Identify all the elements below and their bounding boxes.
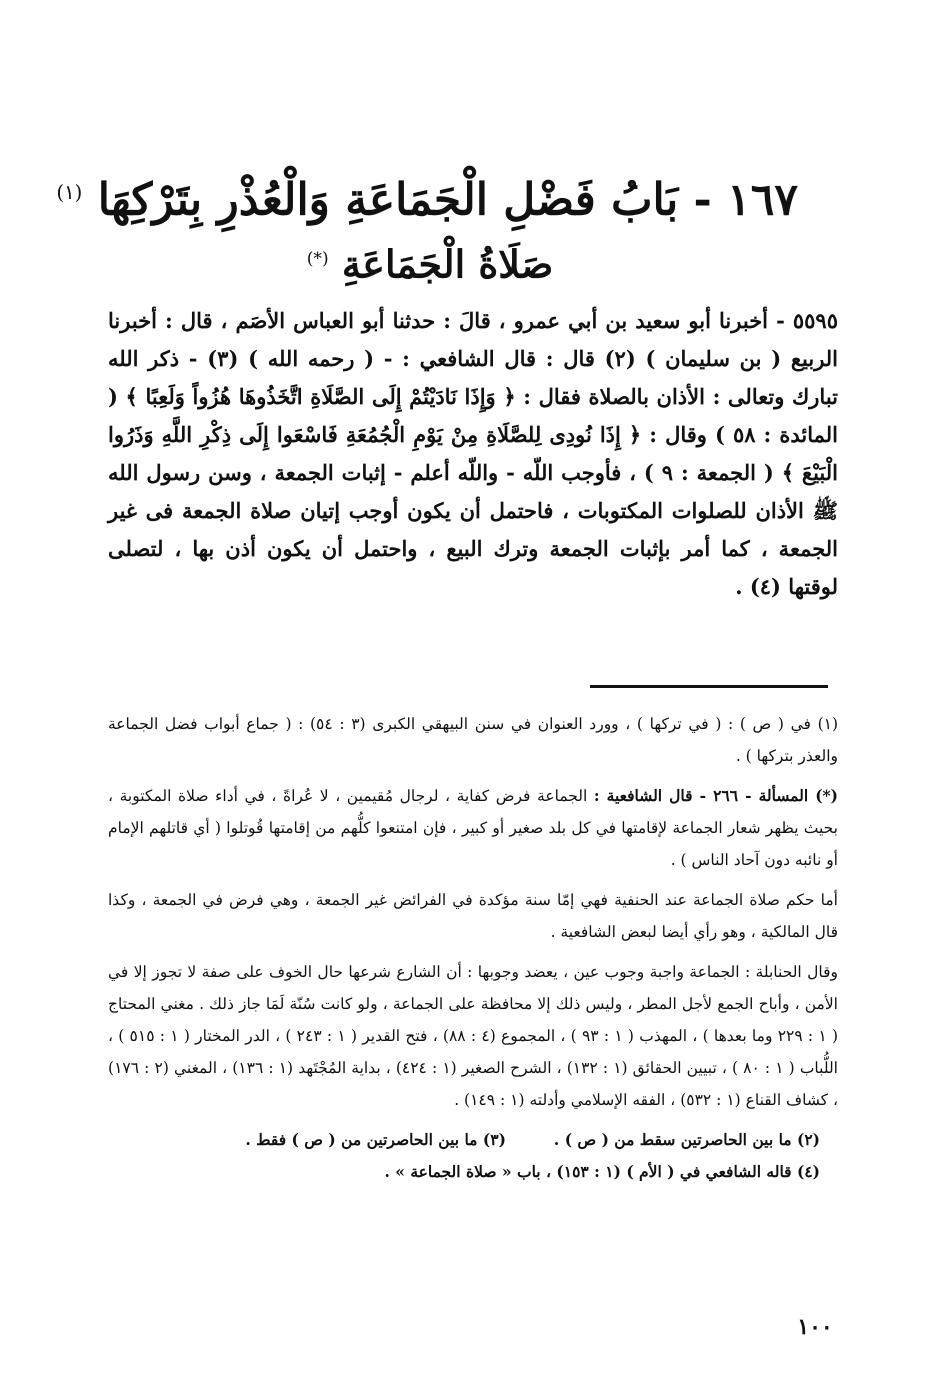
footnote-separator: [590, 685, 828, 688]
footnote-2: (٢) ما بين الحاصرتين سقط من ( ص ) .: [553, 1130, 820, 1149]
footnote-1: (١) في ( ص ) : ( في تركها ) ، وورد العنوان في سنن البيهقي الكبرى (٣ : ٥٤) : ( جماع أبواب فضل الجماعة والعذر بتركها ) .: [108, 715, 839, 765]
footnote-4: (٤) قاله الشافعي في ( الأم ) (١ : ١٥٣) ، باب « صلاة الجماعة » .: [384, 1162, 820, 1181]
footnote-pair-row: [108, 1124, 820, 1156]
chapter-title-text: ١٦٧ - بَابُ فَضْلِ الْجَمَاعَةِ وَالْعُذْرِ بِتَرْكِهَا: [97, 174, 798, 226]
footnote-star-label: (*) المسألة - ٢٦٦ - قال الشافعية :: [593, 786, 838, 805]
footnote-star-text: الجماعة فرض كفاية ، لرجال مُقيمين ، لا عُراةً ، في أداء صلاة المكتوبة ، بحيث يظهر شعار الجماعة لإقامتها في كل بلد صغير أو كبير ، فإن امتنعوا كلُّهم من إقامتها قُوتلوا ( أي قاتلهم الإمام أو نائبه دون آحاد الناس ) .: [108, 787, 838, 869]
hadith-paragraph: ٥٥٩٥ - أخبرنا أبو سعيد بن أبي عمرو ، قالَ : حدثنا أبو العباس الأصَم ، قال : أخبرنا الربيع ( بن سليمان ) (٢) قال : قال الشافعي : - ( رحمه الله ) (٣) - ذكر الله تبارك وتعالى : الأذان بالصلاة فقال : ﴿ وَإِذَا نَادَيْتُمْ إِلَى الصَّلَاةِ اتَّخَذُوهَا هُزُواً وَلَعِبًا ﴾ ( المائدة : ٥٨ ) وقال : ﴿ إِذَا نُودِى لِلصَّلَاةِ مِنْ يَوْمِ الْجُمُعَةِ فَاسْعَوا إِلَى ذِكْرِ اللَّهِ وَذَرُوا الْبَيْعَ ﴾ ( الجمعة : ٩ ) ، فأوجب اللّه - واللّه أعلم - إثبات الجمعة ، وسن رسول الله ﷺ الأذان للصلوات المكتوبات ، فاحتمل أن يكون أوجب إتيان صلاة الجمعة فى غير الجمعة ، كما أمر بإثبات الجمعة وترك البيع ، واحتمل أن يكون أذن بها ، لتصلى لوقتها (٤) .: [108, 308, 839, 599]
footnotes: [108, 708, 838, 1288]
section-subtitle: [280, 230, 580, 288]
subtitle-text: صَلَاةُ الْجَمَاعَةِ: [341, 241, 554, 287]
footnote-3: (٣) ما بين الحاصرتين من ( ص ) فقط .: [245, 1130, 506, 1149]
page-number: ١٠٠: [797, 1314, 833, 1340]
main-hadith-text: [108, 302, 838, 652]
hanafi-footnote: أما حكم صلاة الجماعة عند الحنفية فهي إمّا سنة مؤكدة في الفرائض غير الجمعة ، وهي فرض في الجمعة ، وكذا قال المالكية ، وهو رأي أيضا لبعض الشافعية .: [108, 891, 838, 941]
chapter-footnote-marker: (١): [56, 181, 83, 204]
footnote-star: [108, 780, 838, 876]
subtitle-footnote-marker: (*): [306, 249, 329, 269]
chapter-title: [56, 162, 798, 226]
hanbali-footnote: وقال الحنابلة : الجماعة واجبة وجوب عين ، يعضد وجوبها : أن الشارع شرعها حال الخوف على صفة لا تجوز إلا في الأمن ، وأباح الجمع لأجل المطر ، وليس ذلك إلا محافظة على الجماعة ، ولو كانت سُنّة لَمَا جاز ذلك . مغني المحتاج ( ١ : ٢٢٩ وما بعدها ) ، المهذب ( ١ : ٩٣ ) ، المجموع (٤ : ٨٨) ، فتح القدير ( ١ : ٢٤٣ ) ، الدر المختار ( ١ : ٥١٥ ) ، اللُّباب ( ١ : ٨٠ ) ، تبيين الحقائق (١ : ١٣٢) ، الشرح الصغير (١ : ٤٢٤) ، بداية المُجْتَهد (١ : ١٣٦) ، المغني (٢ : ١٧٦) ، كشاف القناع (١ : ٥٣٢) ، الفقه الإسلامي وأدلته (١ : ١٤٩) .: [108, 963, 839, 1109]
